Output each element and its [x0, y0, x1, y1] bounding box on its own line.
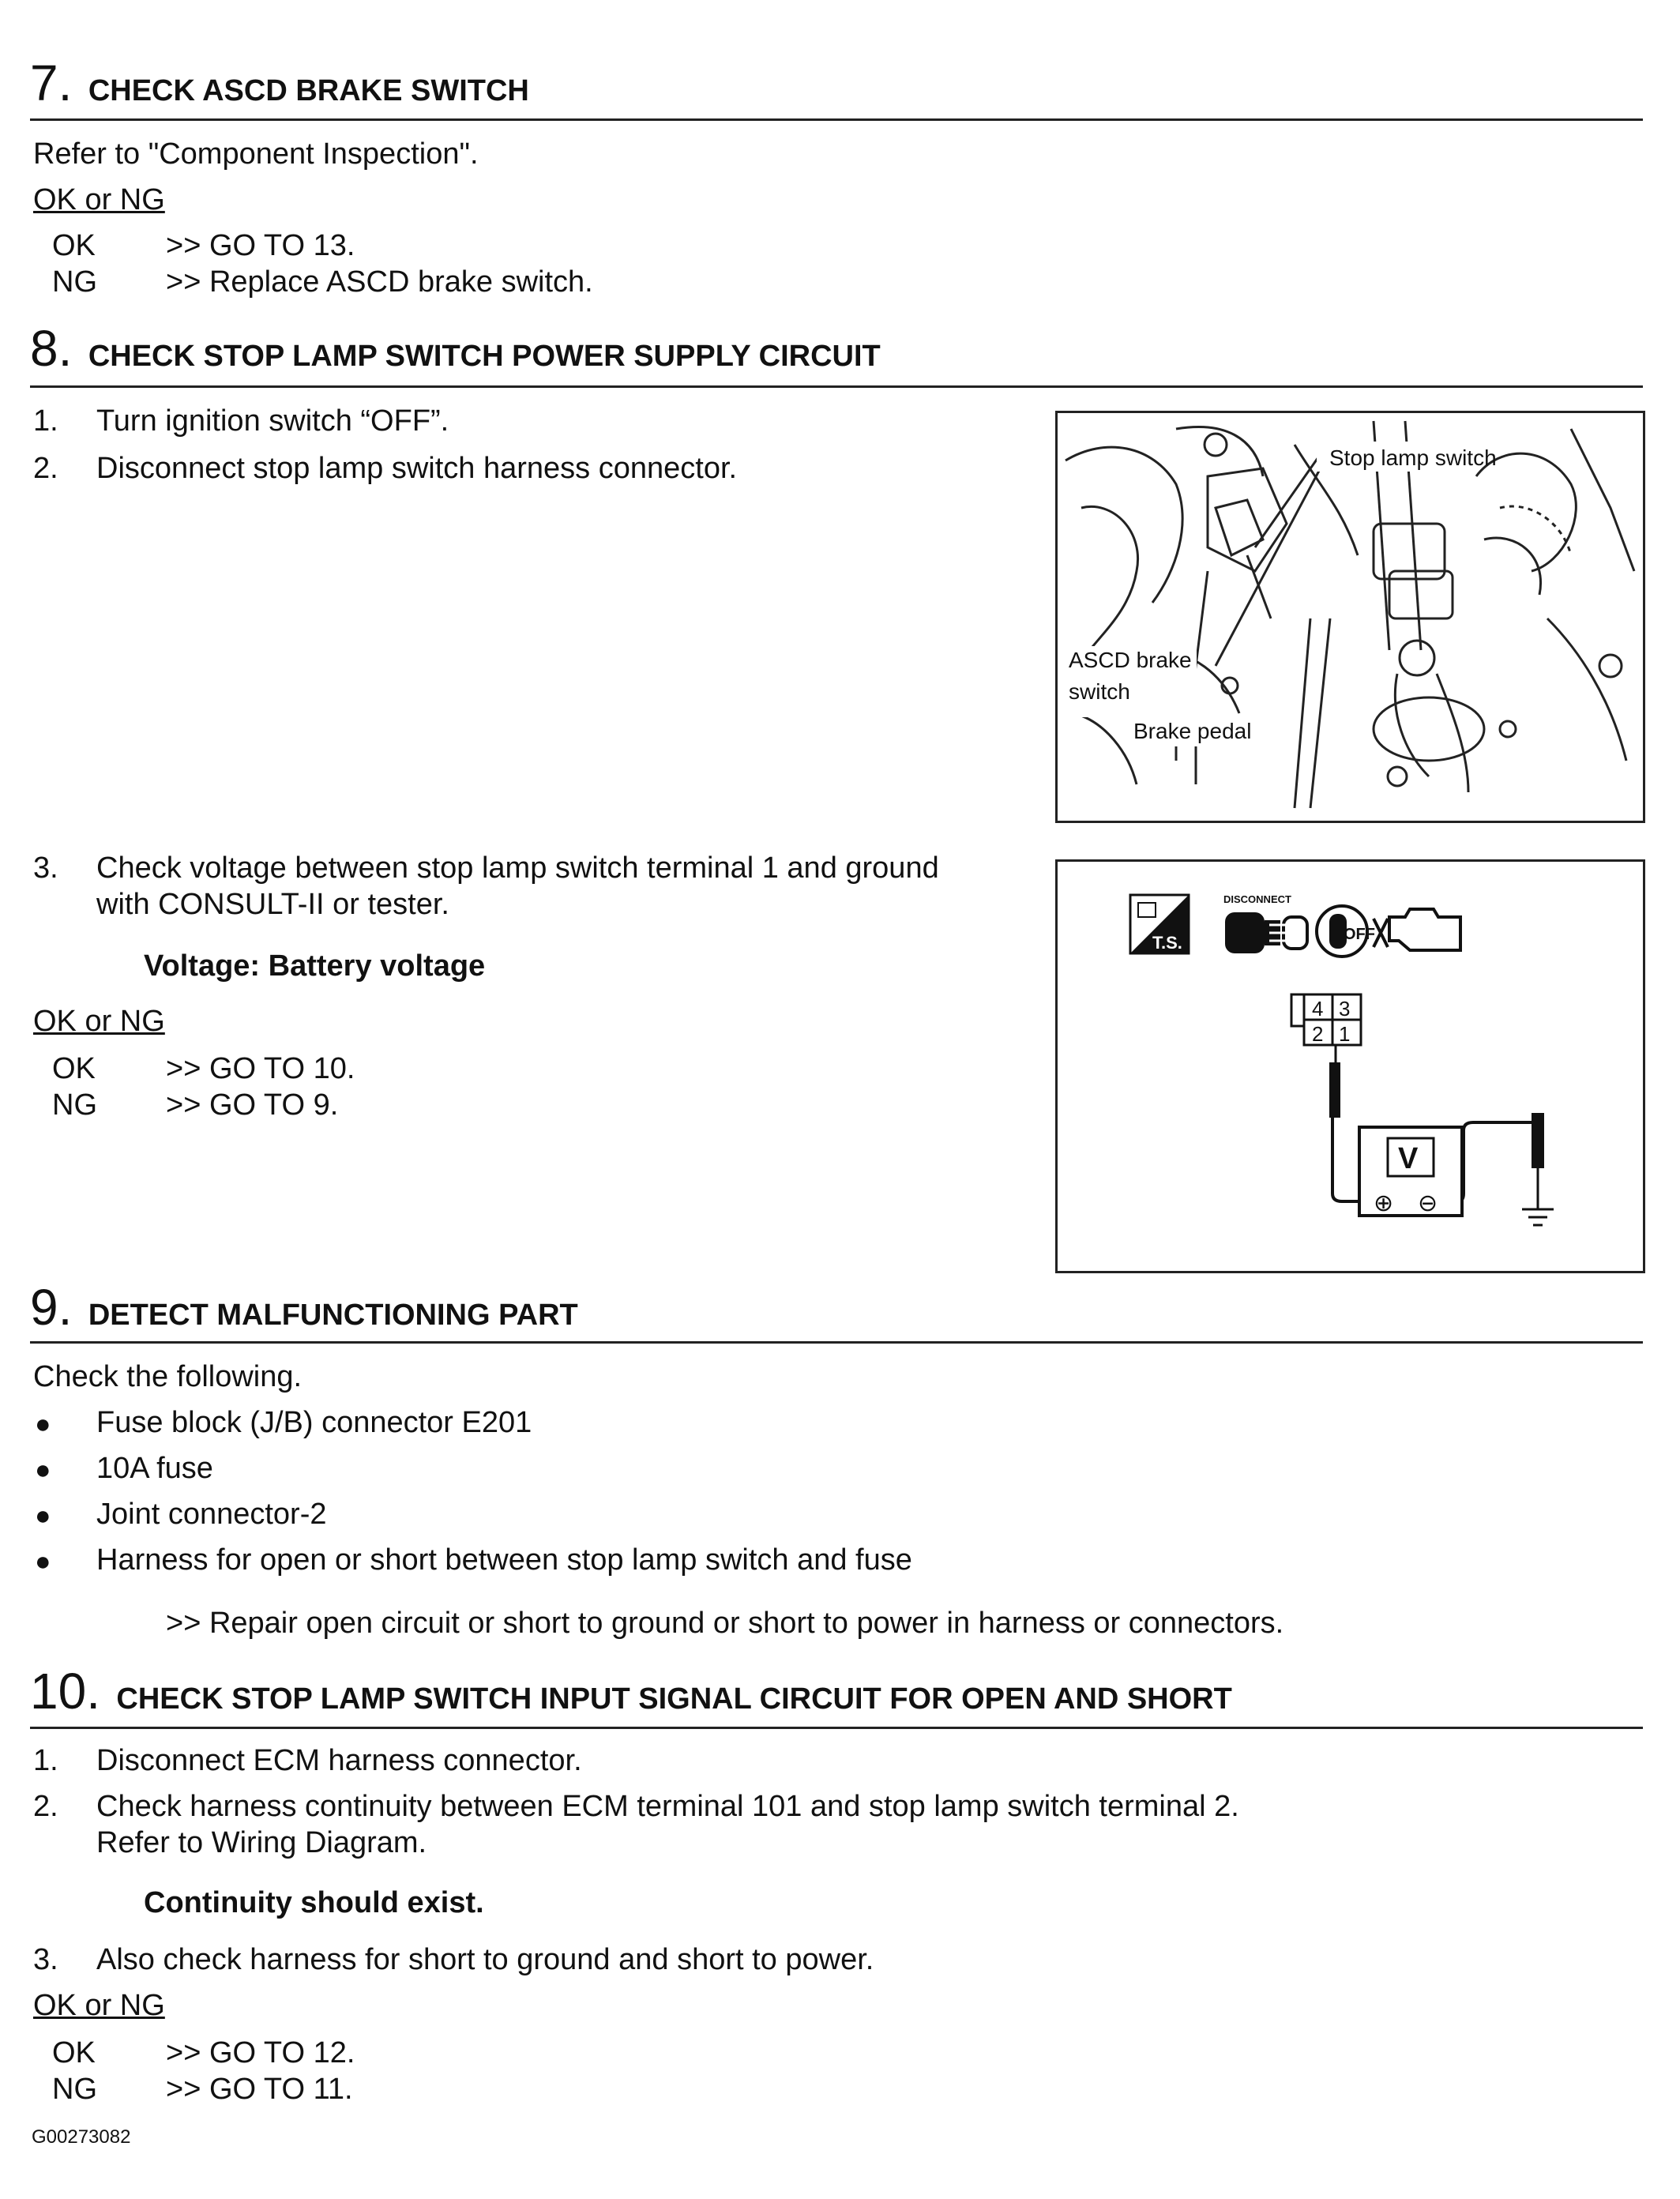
step-8-item-1-number: 1.: [33, 404, 58, 438]
pedal-illustration: [1058, 413, 1643, 821]
harness-connector: [1291, 994, 1361, 1046]
step-7-text: Refer to "Component Inspection".: [33, 137, 479, 171]
voltage-check-diagram: [1058, 862, 1643, 1271]
step-9-bullet-3: Joint connector-2: [96, 1498, 327, 1531]
voltmeter-v-label: V: [1398, 1142, 1419, 1175]
bullet-icon: ●: [35, 1547, 51, 1577]
step-10-title: CHECK STOP LAMP SWITCH INPUT SIGNAL CIRCUIT FOR OPEN AND SHORT: [116, 1682, 1232, 1716]
step-9-action: >> Repair open circuit or short to ground or short to power in harness or connectors.: [166, 1607, 1284, 1640]
step-8-item-2-number: 2.: [33, 452, 58, 485]
step-7-ng-label: NG: [52, 265, 97, 299]
voltage-check-figure: [1055, 859, 1645, 1273]
step-8-ok-action: >> GO TO 10.: [166, 1052, 355, 1085]
step-10-ok-action: >> GO TO 12.: [166, 2036, 355, 2069]
step-10-item-1-number: 1.: [33, 1744, 58, 1777]
terminal-3: 3: [1339, 997, 1351, 1021]
step-9-intro: Check the following.: [33, 1360, 303, 1393]
step-7-ok-or-ng: OK or NG: [33, 183, 165, 216]
brake-pedal-label: Brake pedal: [1133, 719, 1252, 743]
step-8-item-3-line-2: with CONSULT-II or tester.: [96, 888, 449, 921]
step-10-ng-label: NG: [52, 2073, 97, 2106]
pedal-location-figure: [1055, 411, 1645, 823]
step-10-spec: Continuity should exist.: [144, 1886, 484, 1919]
engine-icon: [1374, 909, 1460, 950]
step-10-item-2-line-1: Check harness continuity between ECM terminal 101 and stop lamp switch terminal 2.: [96, 1790, 1239, 1823]
divider: [30, 1727, 1643, 1729]
terminal-2: 2: [1312, 1022, 1324, 1046]
step-8-item-1: Turn ignition switch “OFF”.: [96, 404, 449, 438]
step-9-heading: [30, 1278, 578, 1336]
ascd-brake-label-line-1: ASCD brake: [1069, 648, 1192, 672]
plus-terminal: ⊕: [1374, 1190, 1394, 1217]
divider: [30, 385, 1643, 388]
step-8-ok-label: OK: [52, 1052, 96, 1085]
step-8-ng-action: >> GO TO 9.: [166, 1088, 339, 1122]
terminal-4: 4: [1312, 997, 1324, 1021]
step-8-ok-or-ng: OK or NG: [33, 1005, 165, 1038]
step-8-ng-label: NG: [52, 1088, 97, 1122]
step-10-item-1: Disconnect ECM harness connector.: [96, 1744, 582, 1777]
bullet-icon: ●: [35, 1501, 51, 1531]
step-10-item-2-number: 2.: [33, 1790, 58, 1823]
step-10-item-3: Also check harness for short to ground and short to power.: [96, 1943, 874, 1976]
ts-label: T.S.: [1152, 933, 1182, 953]
step-8-heading: [30, 319, 881, 378]
step-8-item-2: Disconnect stop lamp switch harness connector.: [96, 452, 738, 485]
step-8-number: 8.: [30, 320, 73, 377]
step-10-ok-or-ng: OK or NG: [33, 1989, 165, 2022]
step-10-heading: [30, 1662, 1232, 1720]
step-8-item-3-number: 3.: [33, 851, 58, 885]
step-9-number: 9.: [30, 1279, 73, 1336]
bullet-icon: ●: [35, 1409, 51, 1439]
step-7-ng-action: >> Replace ASCD brake switch.: [166, 265, 593, 299]
divider: [30, 118, 1643, 121]
disconnect-label: DISCONNECT: [1223, 893, 1291, 905]
step-10-ng-action: >> GO TO 11.: [166, 2073, 353, 2106]
step-7-ok-action: >> GO TO 13.: [166, 229, 355, 262]
terminal-1: 1: [1339, 1022, 1351, 1046]
step-10-ok-label: OK: [52, 2036, 96, 2069]
stop-lamp-switch-label: Stop lamp switch: [1329, 445, 1497, 470]
footer-code: G00273082: [32, 2126, 131, 2148]
off-label: OFF: [1344, 926, 1375, 943]
step-8-item-3-line-1: Check voltage between stop lamp switch terminal 1 and ground: [96, 851, 939, 885]
step-9-bullet-4: Harness for open or short between stop lamp switch and fuse: [96, 1543, 912, 1577]
disconnect-icon: [1223, 893, 1307, 953]
step-7-ok-label: OK: [52, 229, 96, 262]
step-8-spec: Voltage: Battery voltage: [144, 949, 486, 983]
minus-terminal: ⊖: [1418, 1190, 1438, 1217]
step-7-number: 7.: [30, 55, 73, 111]
step-7-heading: [30, 54, 529, 112]
step-10-item-2-line-2: Refer to Wiring Diagram.: [96, 1826, 427, 1859]
ignition-off-icon: [1317, 906, 1375, 957]
voltmeter: [1359, 1127, 1462, 1217]
step-9-bullet-1: Fuse block (J/B) connector E201: [96, 1406, 532, 1439]
step-10-item-3-number: 3.: [33, 1943, 58, 1976]
terminal-side-icon: [1130, 895, 1189, 953]
step-9-title: DETECT MALFUNCTIONING PART: [88, 1299, 578, 1332]
ascd-brake-label-line-2: switch: [1069, 679, 1130, 704]
step-8-title: CHECK STOP LAMP SWITCH POWER SUPPLY CIRCUIT: [88, 340, 881, 373]
step-10-number: 10.: [30, 1663, 100, 1720]
bullet-icon: ●: [35, 1455, 51, 1485]
step-7-title: CHECK ASCD BRAKE SWITCH: [88, 74, 529, 107]
divider: [30, 1341, 1643, 1344]
step-9-bullet-2: 10A fuse: [96, 1452, 213, 1485]
